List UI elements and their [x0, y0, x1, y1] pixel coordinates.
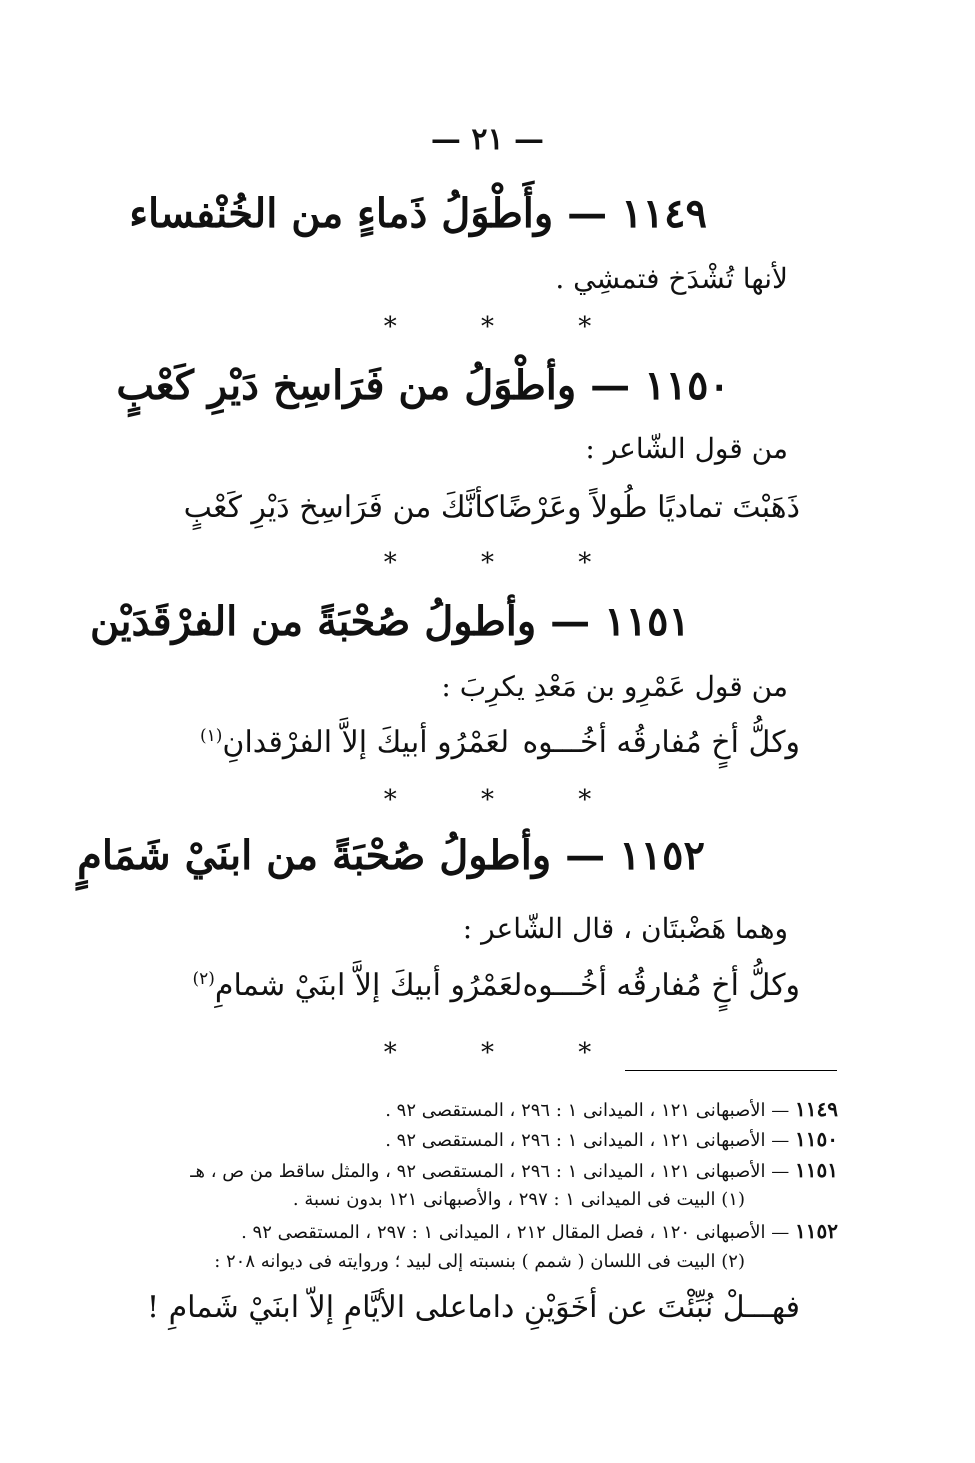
- footnote-marker: (١): [200, 726, 223, 746]
- page-number: — ٢١ —: [430, 122, 545, 157]
- footnote-marker: (٢): [192, 969, 215, 989]
- verse-hemistich-second: لعَمْرُو أبيكَ إلاَّ الفرْقدانِ$^{(١)}$: [200, 725, 510, 760]
- footnote-number: ١١٥١: [795, 1158, 838, 1182]
- verse-hemistich-second: لعَمْرُو أبيكَ إلاَّ ابنَيْ شمامِ$^{(٢)}$: [192, 968, 523, 1003]
- entry-heading-1152: ١١٥٢ — وأطولُ صُحْبَةً من ابنَيْ شَمَامٍ: [77, 832, 705, 879]
- verse-1151: [200, 725, 800, 760]
- verse-hemistich-first: وكلُّ أخٍ مُفارقُه أخُـــوه: [522, 968, 800, 1003]
- entry-text-1149: لأنها تُشْدَخ فتمشِي .: [555, 262, 788, 295]
- footnote-1149: [385, 1097, 838, 1121]
- footnote-rule: [625, 1070, 837, 1071]
- separator-stars: * * *: [383, 1038, 630, 1068]
- separator-stars: * * *: [383, 312, 630, 342]
- verse-hemistich-first: فهـــلْ نُبِّئْتَ عن أخَوَيْنِ داما: [467, 1290, 800, 1325]
- footnote-1152: [241, 1219, 838, 1243]
- entry-heading-1151: ١١٥١ — وأطولُ صُحْبَةً من الفرْقَدَيْن: [89, 598, 690, 645]
- footnote-sub-1: (١) البيت فى الميدانى ١ : ٢٩٧ ، والأصبهانى ١٢١ بدون نسبة .: [292, 1189, 745, 1210]
- verse-1150: [183, 490, 800, 525]
- footnote-text: — الأصبهانى ١٢١ ، الميدانى ١ : ٢٩٦ ، المستقصى ٩٢ .: [385, 1100, 790, 1121]
- entry-heading-1149: ١١٤٩ — وأَطْوَلُ ذَماءٍ من الخُنْفساء: [129, 190, 707, 237]
- entry-text-1152: وهما هَضْبتَان ، قال الشّاعر :: [462, 912, 788, 945]
- footnote-number: ١١٤٩: [795, 1097, 838, 1121]
- entry-text-1151: من قول عَمْرِو بن مَعْدِ يكرِبَ :: [441, 670, 788, 703]
- footnote-number: ١١٥٠: [795, 1127, 838, 1151]
- footnote-text: — الأصبهانى ١٢٠ ، فصل المقال ٢١٢ ، الميدانى ١ : ٢٩٧ ، المستقصى ٩٢ .: [241, 1222, 790, 1243]
- verse-1152: [192, 968, 800, 1003]
- footnote-text: — الأصبهانى ١٢١ ، الميدانى ١ : ٢٩٦ ، المستقصى ٩٢ ، والمثل ساقط من ص ، هـ: [190, 1161, 790, 1182]
- footnote-verse: [147, 1290, 800, 1325]
- footnote-1150: [385, 1127, 838, 1151]
- footnote-text: — الأصبهانى ١٢١ ، الميدانى ١ : ٢٩٦ ، المستقصى ٩٢ .: [385, 1130, 790, 1151]
- verse-hemistich-first: ذَهَبْتَ تماديًا طُولاً وعَرْضًا: [497, 490, 800, 525]
- verse-hemistich-second: على الأيَّامِ إلاّ ابنَيْ شَمامِ !: [147, 1290, 468, 1325]
- entry-text-1150: من قول الشّاعر :: [585, 432, 788, 465]
- footnote-sub-2: (٢) البيت فى اللسان ( شمم ) بنسبته إلى لبيد ؛ وروايته فى ديوانه ٢٠٨ :: [214, 1251, 745, 1272]
- separator-stars: * * *: [383, 548, 630, 578]
- verse-hemistich-first: وكلُّ أخٍ مُفارقُه أخُـــوه: [522, 725, 800, 760]
- footnote-number: ١١٥٢: [795, 1219, 838, 1243]
- separator-stars: * * *: [383, 785, 630, 815]
- verse-hemistich-second: كأنَّكَ من فَرَاسِخ دَيْرِ كَعْبٍ: [183, 490, 498, 525]
- entry-heading-1150: ١١٥٠ — وأطْوَلُ من فَرَاسِخ دَيْرِ كَعْبٍ: [116, 362, 730, 409]
- footnote-1151: [190, 1158, 838, 1182]
